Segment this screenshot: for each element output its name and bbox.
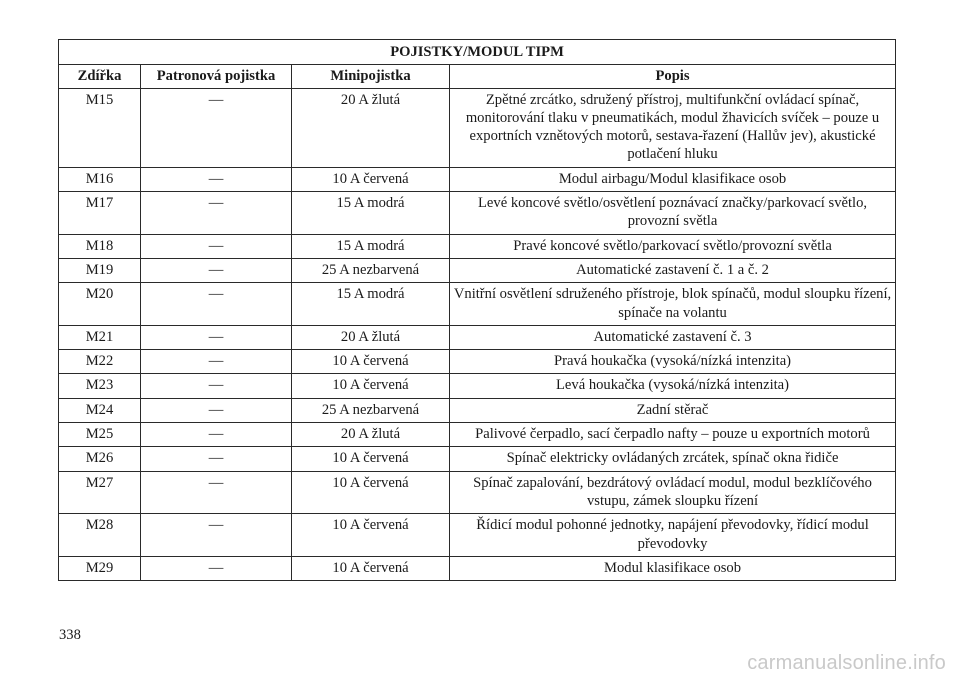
table-row <box>59 423 896 447</box>
table-row <box>59 258 896 282</box>
cell-cartridge-fuse: — <box>141 234 292 258</box>
page-number: 338 <box>59 627 81 643</box>
cell-mini-fuse: 20 A žlutá <box>292 325 450 349</box>
cell-description: Zadní stěrač <box>450 398 896 422</box>
cell-cartridge-fuse: — <box>141 447 292 471</box>
cell-mini-fuse: 15 A modrá <box>292 283 450 326</box>
cell-cavity: M15 <box>59 88 141 167</box>
cell-cartridge-fuse: — <box>141 88 292 167</box>
column-header-row <box>59 65 896 88</box>
cell-mini-fuse: 25 A nezbarvená <box>292 398 450 422</box>
cell-description: Vnitřní osvětlení sdruženého přístroje, blok spínačů, modul sloupku řízení, spínače na volantu <box>450 283 896 326</box>
table-row <box>59 398 896 422</box>
cell-cavity: M16 <box>59 167 141 191</box>
cell-cartridge-fuse: — <box>141 423 292 447</box>
fuse-table <box>58 39 896 581</box>
fuse-table-header <box>59 40 896 89</box>
cell-description: Modul klasifikace osob <box>450 556 896 580</box>
table-row <box>59 88 896 167</box>
column-header-cartridge-fuse: Patronová pojistka <box>141 65 292 88</box>
cell-cartridge-fuse: — <box>141 374 292 398</box>
cell-mini-fuse: 10 A červená <box>292 350 450 374</box>
cell-cavity: M29 <box>59 556 141 580</box>
cell-cavity: M20 <box>59 283 141 326</box>
cell-description: Pravé koncové světlo/parkovací světlo/provozní světla <box>450 234 896 258</box>
table-title-row <box>59 40 896 65</box>
cell-description: Spínač zapalování, bezdrátový ovládací modul, modul bezklíčového vstupu, zámek sloupku řízení <box>450 471 896 514</box>
table-row <box>59 167 896 191</box>
cell-mini-fuse: 20 A žlutá <box>292 423 450 447</box>
cell-cavity: M21 <box>59 325 141 349</box>
cell-cavity: M18 <box>59 234 141 258</box>
cell-cartridge-fuse: — <box>141 192 292 235</box>
table-row <box>59 374 896 398</box>
table-row <box>59 556 896 580</box>
cell-cartridge-fuse: — <box>141 398 292 422</box>
fuse-table-body <box>59 88 896 581</box>
cell-description: Pravá houkačka (vysoká/nízká intenzita) <box>450 350 896 374</box>
cell-description: Spínač elektricky ovládaných zrcátek, spínač okna řidiče <box>450 447 896 471</box>
cell-mini-fuse: 25 A nezbarvená <box>292 258 450 282</box>
cell-cavity: M22 <box>59 350 141 374</box>
column-header-mini-fuse: Minipojistka <box>292 65 450 88</box>
table-title: POJISTKY/MODUL TIPM <box>59 40 896 65</box>
cell-mini-fuse: 10 A červená <box>292 167 450 191</box>
table-row <box>59 471 896 514</box>
watermark: carmanualsonline.info <box>747 652 946 674</box>
table-row <box>59 192 896 235</box>
cell-cartridge-fuse: — <box>141 167 292 191</box>
column-header-cavity: Zdířka <box>59 65 141 88</box>
cell-cavity: M17 <box>59 192 141 235</box>
table-row <box>59 234 896 258</box>
cell-cavity: M27 <box>59 471 141 514</box>
cell-cartridge-fuse: — <box>141 514 292 557</box>
column-header-description: Popis <box>450 65 896 88</box>
table-row <box>59 283 896 326</box>
cell-description: Automatické zastavení č. 1 a č. 2 <box>450 258 896 282</box>
cell-cavity: M25 <box>59 423 141 447</box>
cell-cartridge-fuse: — <box>141 258 292 282</box>
cell-cartridge-fuse: — <box>141 556 292 580</box>
cell-cavity: M28 <box>59 514 141 557</box>
table-row <box>59 447 896 471</box>
cell-cavity: M19 <box>59 258 141 282</box>
cell-mini-fuse: 10 A červená <box>292 514 450 557</box>
cell-description: Levá houkačka (vysoká/nízká intenzita) <box>450 374 896 398</box>
cell-mini-fuse: 10 A červená <box>292 471 450 514</box>
table-row <box>59 350 896 374</box>
cell-cartridge-fuse: — <box>141 350 292 374</box>
cell-cavity: M26 <box>59 447 141 471</box>
cell-description: Řídicí modul pohonné jednotky, napájení převodovky, řídicí modul převodovky <box>450 514 896 557</box>
cell-mini-fuse: 10 A červená <box>292 556 450 580</box>
cell-description: Zpětné zrcátko, sdružený přístroj, multifunkční ovládací spínač, monitorování tlaku v pneumatikách, modul žhavicích svíček – pouze u exportních vznětových motorů, sestava-řazení (Hallův jev), akustické potlačení hluku <box>450 88 896 167</box>
cell-description: Modul airbagu/Modul klasifikace osob <box>450 167 896 191</box>
cell-description: Palivové čerpadlo, sací čerpadlo nafty – pouze u exportních motorů <box>450 423 896 447</box>
cell-mini-fuse: 20 A žlutá <box>292 88 450 167</box>
cell-description: Levé koncové světlo/osvětlení poznávací značky/parkovací světlo, provozní světla <box>450 192 896 235</box>
cell-cavity: M24 <box>59 398 141 422</box>
cell-cartridge-fuse: — <box>141 471 292 514</box>
cell-cavity: M23 <box>59 374 141 398</box>
cell-mini-fuse: 15 A modrá <box>292 234 450 258</box>
cell-cartridge-fuse: — <box>141 283 292 326</box>
table-row <box>59 514 896 557</box>
table-row <box>59 325 896 349</box>
cell-mini-fuse: 10 A červená <box>292 374 450 398</box>
cell-description: Automatické zastavení č. 3 <box>450 325 896 349</box>
cell-cartridge-fuse: — <box>141 325 292 349</box>
cell-mini-fuse: 15 A modrá <box>292 192 450 235</box>
cell-mini-fuse: 10 A červená <box>292 447 450 471</box>
